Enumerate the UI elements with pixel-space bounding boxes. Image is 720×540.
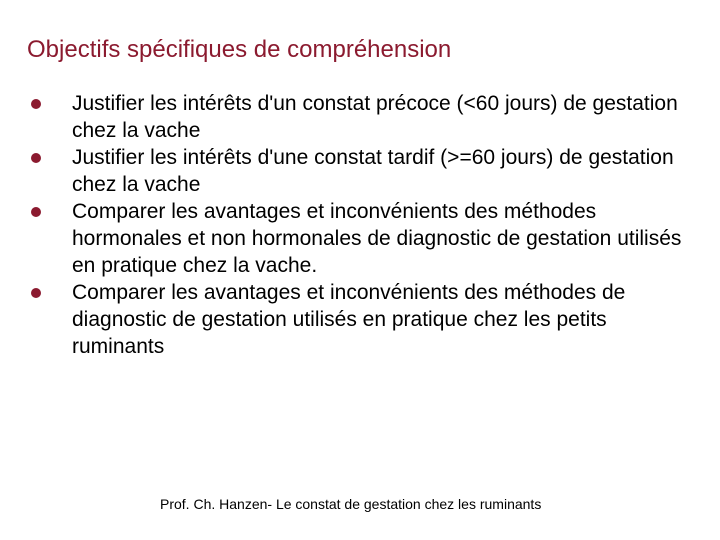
slide-title: Objectifs spécifiques de compréhension [27, 36, 452, 63]
objective-text-3: Comparer les avantages et inconvénients des méthodes hormonales et non hormonales de diagnostic de gestation utilisés en pratique chez la vache. [72, 200, 682, 277]
objective-item-3 [30, 198, 690, 279]
objective-text-4: Comparer les avantages et inconvénients des méthodes de diagnostic de gestation utilisés en pratique chez les petits ruminants [72, 281, 626, 358]
bullet-dot-icon [31, 99, 41, 109]
objective-text-2: Justifier les intérêts d'une constat tardif (>=60 jours) de gestation chez la vache [72, 146, 674, 196]
objective-item-1 [30, 90, 690, 144]
bullet-dot-icon [31, 153, 41, 163]
objective-text-1: Justifier les intérêts d'un constat précoce (<60 jours) de gestation chez la vache [72, 92, 678, 142]
objective-item-4 [30, 279, 690, 360]
bullet-dot-icon [31, 288, 41, 298]
objective-item-2 [30, 144, 690, 198]
bullet-dot-icon [31, 207, 41, 217]
slide-footer: Prof. Ch. Hanzen- Le constat de gestation chez les ruminants [160, 496, 542, 512]
objectives-list [30, 90, 690, 360]
